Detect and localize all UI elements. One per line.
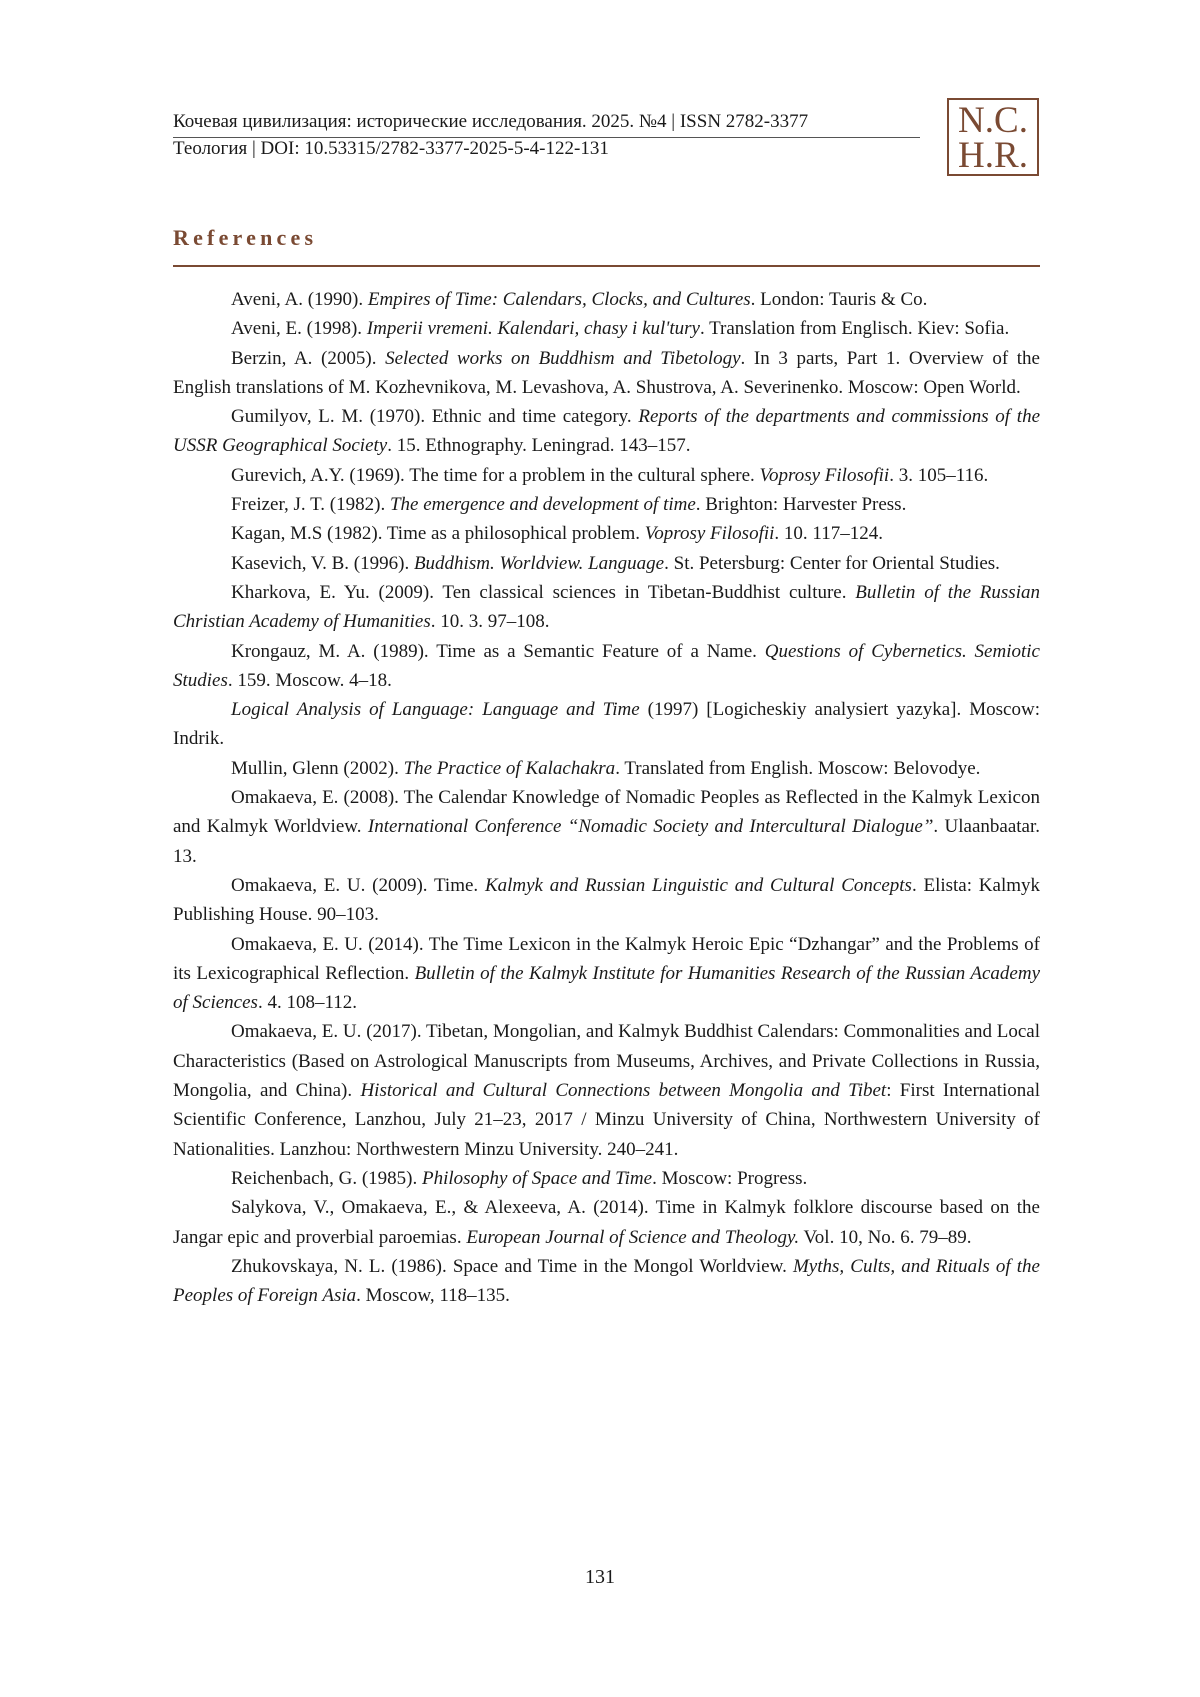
reference-item: Kharkova, E. Yu. (2009). Ten classical sciences in Tibetan-Buddhist culture. Bulletin of the Russian Christian Academy of Humanities. 10. 3. 97–108. [173,581,1040,633]
journal-doi-line: Теология | DOI: 10.53315/2782-3377-2025-5-4-122-131 [173,138,609,159]
reference-item: Kagan, M.S (1982). Time as a philosophical problem. Voprosy Filosofii. 10. 117–124. [231,523,883,545]
section-title: References [173,225,318,250]
reference-item: Mullin, Glenn (2002). The Practice of Kalachakra. Translated from English. Moscow: Belovodye. [231,757,981,779]
page-header [173,98,1040,180]
reference-item: Aveni, A. (1990). Empires of Time: Calendars, Clocks, and Cultures. London: Tauris & Co. [231,289,928,310]
reference-item: Berzin, A. (2005). Selected works on Buddhism and Tibetology. In 3 parts, Part 1. Overview of the English translations of M. Kozhevnikova, M. Levashova, A. Shustrova, A. Severinenko. Moscow: Open World. [173,347,1040,398]
reference-item: Freizer, J. T. (1982). The emergence and development of time. Brighton: Harvester Press. [231,494,907,516]
reference-item: Aveni, E. (1998). Imperii vremeni. Kalendari, chasy i kul'tury. Translation from Englisch. Kiev: Sofia. [231,318,1010,340]
reference-item: Omakaeva, E. U. (2009). Time. Kalmyk and Russian Linguistic and Cultural Concepts. Elista: Kalmyk Publishing House. 90–103. [173,874,1040,926]
journal-info [173,108,920,162]
reference-item: Reichenbach, G. (1985). Philosophy of Space and Time. Moscow: Progress. [231,1167,808,1189]
reference-item: Gumilyov, L. M. (1970). Ethnic and time category. Reports of the departments and commissions of the USSR Geographical Society. 15. Ethnography. Leningrad. 143–157. [173,406,1040,457]
journal-title-line: Кочевая цивилизация: исторические исследования. 2025. №4 | ISSN 2782-3377 [173,111,809,132]
reference-item: Zhukovskaya, N. L. (1986). Space and Time in the Mongol Worldview. Myths, Cults, and Rituals of the Peoples of Foreign Asia. Moscow, 118–135. [173,1255,1040,1307]
reference-item: Logical Analysis of Language: Language and Time (1997) [Logicheskiy analysiert yazyka]. Moscow: Indrik. [173,699,1040,750]
header-divider [173,137,920,138]
logo-line-1: N.C. [958,100,1028,141]
reference-item: Kasevich, V. B. (1996). Buddhism. Worldview. Language. St. Petersburg: Center for Oriental Studies. [231,552,1000,574]
section-divider [173,265,1040,267]
reference-item: Omakaeva, E. (2008). The Calendar Knowledge of Nomadic Peoples as Reflected in the Kalmyk Lexicon and Kalmyk Worldview. International Conference “Nomadic Society and Intercultural Dialogue”. Ulaanbaatar. 13. [173,787,1040,867]
logo-line-2: H.R. [958,135,1028,176]
reference-item: Omakaeva, E. U. (2017). Tibetan, Mongolian, and Kalmyk Buddhist Calendars: Commonalities and Local Characteristics (Based on Astrological Manuscripts from Museums, Archives, and Private Collections in Russia, Mongolia, and China). Historical and Cultural Connections between Mongolia and Tibet: First International Scientific Conference, Lanzhou, July 21–23, 2017 / Minzu University of China, Northwestern University of Nationalities. Lanzhou: Northwestern Minzu University. 240–241. [173,1021,1040,1160]
journal-logo [947,98,1039,176]
reference-item: Gurevich, A.Y. (1969). The time for a problem in the cultural sphere. Voprosy Filosofii. 3. 105–116. [231,464,989,486]
page-number: 131 [585,1566,615,1588]
reference-item: Salykova, V., Omakaeva, E., & Alexeeva, A. (2014). Time in Kalmyk folklore discourse based on the Jangar epic and proverbial paroemias. European Journal of Science and Theology. Vol. 10, No. 6. 79–89. [173,1197,1040,1248]
reference-item: Omakaeva, E. U. (2014). The Time Lexicon in the Kalmyk Heroic Epic “Dzhangar” and the Problems of its Lexicographical Reflection. Bulletin of the Kalmyk Institute for Humanities Research of the Russian Academy of Sciences. 4. 108–112. [173,933,1040,1014]
reference-item: Krongauz, M. A. (1989). Time as a Semantic Feature of a Name. Questions of Cybernetics. Semiotic Studies. 159. Moscow. 4–18. [173,640,1040,691]
reference-list [173,285,1040,1310]
